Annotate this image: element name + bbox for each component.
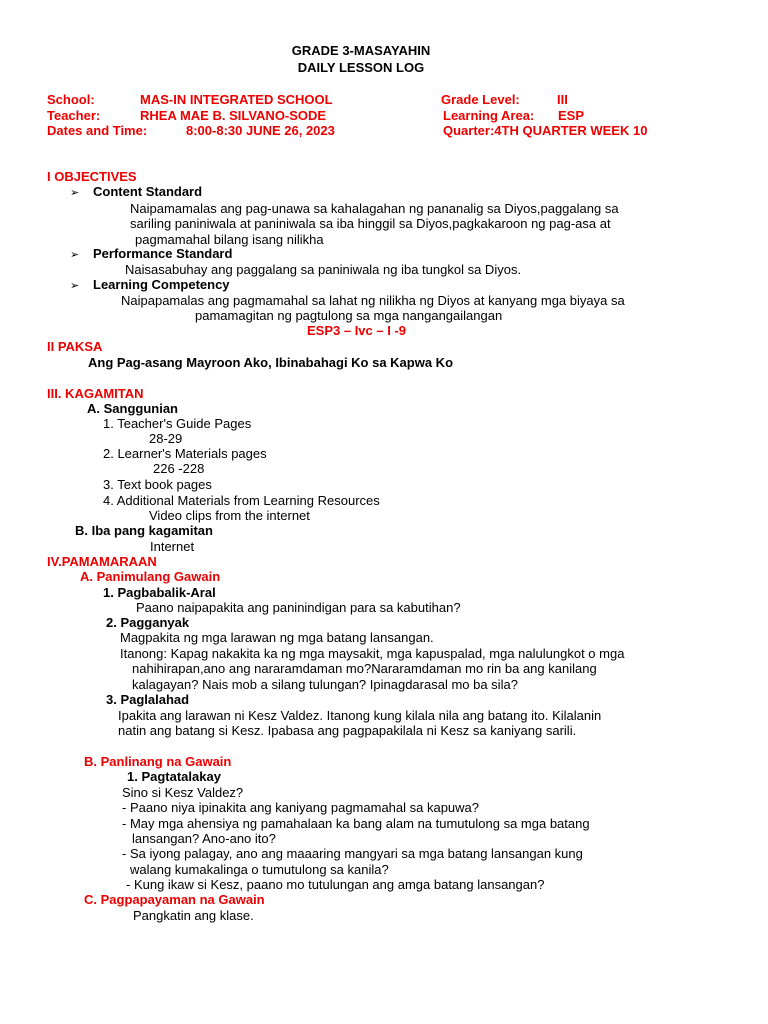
objectives-heading: I OBJECTIVES bbox=[47, 169, 137, 184]
pagtatalakay-line-2: - Paano niya ipinakita ang kaniyang pagmamahal sa kapuwa? bbox=[122, 800, 480, 815]
dates-value: 8:00-8:30 JUNE 26, 2023 bbox=[186, 123, 335, 138]
panlinang-na-gawain-label: B. Panlinang na Gawain bbox=[84, 754, 232, 769]
paksa-title: Ang Pag-asang Mayroon Ako, Ibinabahagi Ko sa Kapwa Ko bbox=[88, 355, 454, 370]
list-item: 226 -228 bbox=[153, 461, 205, 476]
pagpapayaman-na-gawain-label: C. Pagpapayaman na Gawain bbox=[84, 892, 265, 907]
pagtatalakay-line-3: - May mga ahensiya ng pamahalaan ka bang alam na tumutulong sa mga batang bbox=[122, 816, 590, 831]
learning-competency-label: Learning Competency bbox=[93, 277, 230, 292]
list-item: 28-29 bbox=[149, 431, 183, 446]
learning-area-value: ESP bbox=[558, 108, 585, 123]
pagtatalakay-line-5: - Sa iyong palagay, ano ang maaaring mangyari sa mga batang lansangan kung bbox=[122, 846, 583, 861]
pagtatalakay-line-6: walang kumakalinga o tumutulong sa kanila? bbox=[130, 862, 389, 877]
pagbabalik-aral-text: Paano naipapakita ang paninindigan para sa kabutihan? bbox=[136, 600, 461, 615]
pamamaraan-heading: IV.PAMAMARAAN bbox=[47, 554, 157, 569]
grade-level-label: Grade Level: bbox=[441, 92, 520, 107]
competency-code: ESP3 – Ivc – I -9 bbox=[307, 323, 407, 338]
list-item: Video clips from the internet bbox=[149, 508, 310, 523]
performance-standard-text: Naisasabuhay ang paggalang sa paniniwala ng iba tungkol sa Diyos. bbox=[125, 262, 522, 277]
performance-standard-label: Performance Standard bbox=[93, 246, 233, 261]
document-title: GRADE 3-MASAYAHIN bbox=[291, 43, 431, 58]
sanggunian-label: A. Sanggunian bbox=[87, 401, 178, 416]
pagbabalik-aral-label: 1. Pagbabalik-Aral bbox=[103, 585, 216, 600]
pagganyak-line-3: nahihirapan,ano ang nararamdaman mo?Nararamdaman mo rin ba ang kanilang bbox=[132, 661, 597, 676]
school-label: School: bbox=[47, 92, 95, 107]
pagganyak-label: 2. Pagganyak bbox=[106, 615, 190, 630]
bullet-arrow-icon: ➢ bbox=[70, 187, 80, 199]
pagpapayaman-text: Pangkatin ang klase. bbox=[133, 908, 254, 923]
pagganyak-line-2: Itanong: Kapag nakakita ka ng mga maysakit, mga kapuspalad, mga nalulungkot o mga bbox=[120, 646, 625, 661]
content-standard-line-1: Naipamamalas ang pag-unawa sa kahalagahan ng pananalig sa Diyos,paggalang sa bbox=[130, 201, 619, 216]
paglalahad-label: 3. Paglalahad bbox=[106, 692, 190, 707]
teacher-value: RHEA MAE B. SILVANO-SODE bbox=[140, 108, 327, 123]
list-item: 4. Additional Materials from Learning Resources bbox=[103, 493, 380, 508]
content-standard-line-2: sariling paniniwala at paniniwala sa iba hinggil sa Diyos,pagkakaroon ng pag-asa at bbox=[130, 216, 611, 231]
teacher-label: Teacher: bbox=[47, 108, 101, 123]
list-item: 2. Learner's Materials pages bbox=[103, 446, 267, 461]
bullet-arrow-icon: ➢ bbox=[70, 249, 80, 261]
pagtatalakay-line-7: - Kung ikaw si Kesz, paano mo tutulungan ang amga batang lansangan? bbox=[126, 877, 545, 892]
content-standard-line-3: pagmamahal bilang isang nilikha bbox=[135, 232, 324, 247]
dates-label: Dates and Time: bbox=[47, 123, 148, 138]
bullet-arrow-icon: ➢ bbox=[70, 280, 80, 292]
iba-pang-kagamitan-value: Internet bbox=[150, 539, 195, 554]
paglalahad-line-1: Ipakita ang larawan ni Kesz Valdez. Itanong kung kilala nila ang batang ito. Kilalanin bbox=[118, 708, 602, 723]
panimulang-gawain-label: A. Panimulang Gawain bbox=[80, 569, 221, 584]
learning-competency-line-2: pamamagitan ng pagtulong sa mga nangangailangan bbox=[195, 308, 503, 323]
content-standard-label: Content Standard bbox=[93, 184, 203, 199]
iba-pang-kagamitan-label: B. Iba pang kagamitan bbox=[75, 523, 213, 538]
learning-area-label: Learning Area: bbox=[443, 108, 535, 123]
list-item: 1. Teacher's Guide Pages bbox=[103, 416, 252, 431]
pagganyak-line-1: Magpakita ng mga larawan ng mga batang lansangan. bbox=[120, 630, 434, 645]
document-subtitle: DAILY LESSON LOG bbox=[297, 60, 425, 75]
grade-level-value: III bbox=[557, 92, 568, 107]
pagtatalakay-label: 1. Pagtatalakay bbox=[127, 769, 221, 784]
pagtatalakay-line-1: Sino si Kesz Valdez? bbox=[122, 785, 244, 800]
paglalahad-line-2: natin ang batang si Kesz. Ipabasa ang pagpapakilala ni Kesz sa kaniyang sarili. bbox=[118, 723, 577, 738]
pagganyak-line-4: kalagayan? Nais mob a silang tulungan? Ipinagdarasal mo ba sila? bbox=[132, 677, 518, 692]
kagamitan-heading: III. KAGAMITAN bbox=[47, 386, 144, 401]
pagtatalakay-line-4: lansangan? Ano-ano ito? bbox=[132, 831, 276, 846]
learning-competency-line-1: Naipapamalas ang pagmamahal sa lahat ng nilikha ng Diyos at kanyang mga biyaya sa bbox=[121, 293, 625, 308]
quarter-value: Quarter:4TH QUARTER WEEK 10 bbox=[443, 123, 648, 138]
list-item: 3. Text book pages bbox=[103, 477, 212, 492]
school-value: MAS-IN INTEGRATED SCHOOL bbox=[140, 92, 333, 107]
paksa-heading: II PAKSA bbox=[47, 339, 103, 354]
